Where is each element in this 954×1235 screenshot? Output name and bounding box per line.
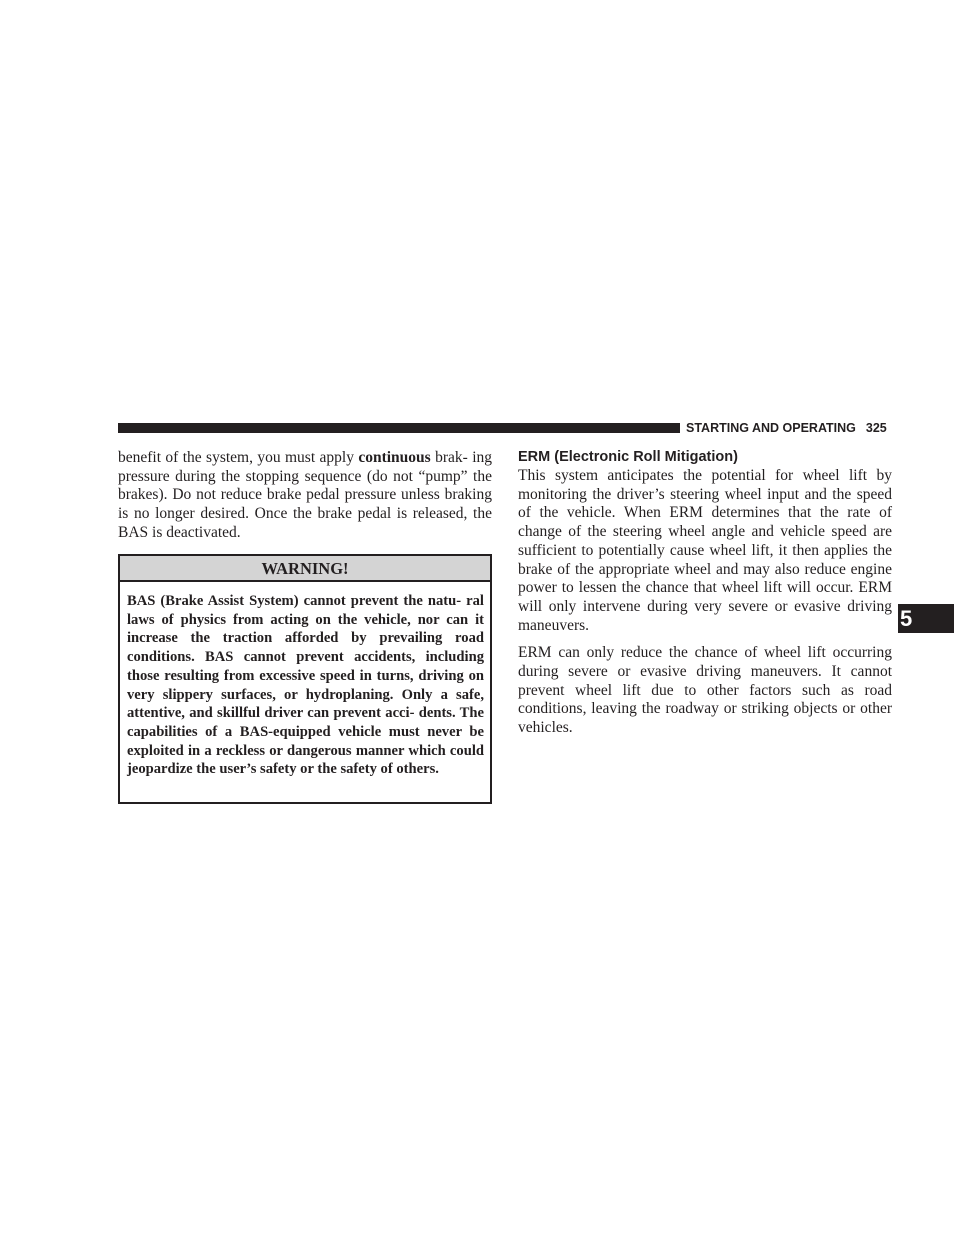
running-header	[686, 420, 892, 436]
erm-paragraph-1: This system anticipates the potential for wheel lift by monitoring the driver’s steering wheel input and the speed of the vehicle. When ERM determines that the rate of change of the steering wheel angle and vehicle speed are sufficient to potentially cause wheel lift, it then applies the brake of the appropriate wheel and may also reduce engine power to lessen the chance that wheel lift will occur. ERM will only intervene during very severe or evasive driving maneuvers.	[518, 467, 892, 634]
intro-bold-word: continuous	[358, 449, 431, 466]
intro-paragraph	[118, 449, 492, 543]
warning-title: WARNING!	[120, 556, 490, 582]
section-heading: ERM (Electronic Roll Mitigation)	[518, 449, 738, 465]
warning-box	[118, 554, 492, 804]
intro-text-end: brak- ing pressure during the stopping sequence (do not “pump” the brakes). Do not reduce brake pedal pressure unless braking is no longer desired. Once the brake pedal is released, the BAS is deactivated.	[118, 449, 492, 541]
warning-text: BAS (Brake Assist System) cannot prevent the natu- ral laws of physics from acting on the vehicle, nor can it increase the traction afforded by prevailing road conditions. BAS cannot prevent accidents, including those resulting from excessive speed in turns, driving on very slippery surfaces, or hydroplaning. Only a safe, attentive, and skillful driver can prevent acci- dents. The capabilities of a BAS-equipped vehicle must never be exploited in a reckless or dangerous manner which could jeopardize the user’s safety or the safety of others.	[127, 593, 484, 778]
header-rule	[118, 423, 680, 433]
page-number: 325	[865, 421, 887, 435]
intro-text-start: benefit of the system, you must apply	[118, 449, 359, 466]
section-title: STARTING AND OPERATING	[686, 421, 856, 435]
right-column	[518, 448, 892, 738]
erm-paragraph-2: ERM can only reduce the chance of wheel lift occurring during severe or evasive driving maneuvers. It cannot prevent wheel lift due to other factors such as road conditions, leaving the roadway or striking objects or other vehicles.	[518, 644, 892, 737]
chapter-tab: 5	[898, 604, 954, 633]
